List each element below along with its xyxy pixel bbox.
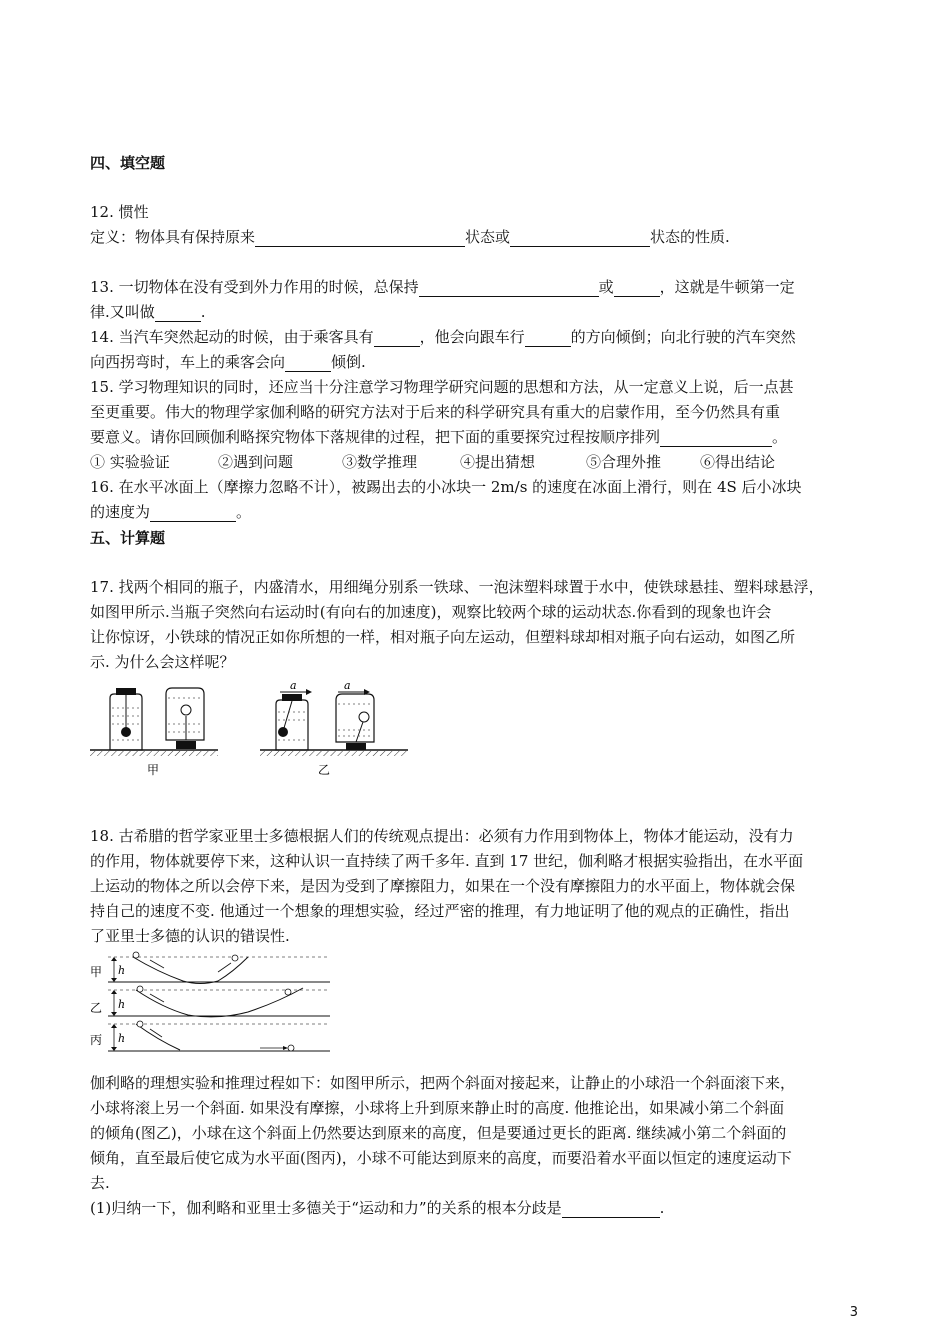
q15-line-2: 至更重要。伟大的物理学家伽利略的研究方法对于后来的科学研究具有重大的启蒙作用，至今仍然具有重 xyxy=(90,403,781,421)
q12-title: 12. 惯性 xyxy=(90,203,149,221)
page-number: 3 xyxy=(849,1305,858,1320)
q18-blank-1[interactable] xyxy=(562,1201,660,1218)
q14-text-d: 向西拐弯时，车上的乘客会向 xyxy=(90,353,286,371)
q15-options xyxy=(90,452,775,472)
q12-definition xyxy=(90,227,730,247)
q15-blank[interactable] xyxy=(660,430,772,447)
q18-line-5: 了亚里士多德的认识的错误性. xyxy=(90,927,290,945)
q16-line-2 xyxy=(90,502,251,522)
q18-line-3: 上运动的物体之所以会停下来，是因为受到了摩擦阻力，如果在一个没有摩擦阻力的水平面上，物体就会保 xyxy=(90,877,796,895)
q15-option: ① 实验验证 xyxy=(90,453,170,471)
section-4-title: 四、填空题 xyxy=(90,154,166,172)
svg-text:a: a xyxy=(290,680,297,692)
q13-line-2 xyxy=(90,302,206,322)
ground-jia xyxy=(90,750,218,756)
q14-line-2 xyxy=(90,352,366,372)
bottle-iron-ball-jia xyxy=(110,688,142,750)
q18-sub1-text: (1)归纳一下，伽利略和亚里士多德关于“运动和力”的关系的根本分歧是 xyxy=(90,1199,562,1217)
q18-line-1: 18. 古希腊的哲学家亚里士多德根据人们的传统观点提出：必须有力作用到物体上，物体才能运动，没有力 xyxy=(90,827,794,845)
ground-yi xyxy=(260,750,408,756)
q13-text-b: 或 xyxy=(598,278,614,296)
svg-text:丙: 丙 xyxy=(90,1033,103,1047)
q13-blank-1[interactable] xyxy=(419,280,599,297)
fig-label-yi: 乙 xyxy=(318,763,331,777)
galileo-incline-figure xyxy=(88,950,333,1060)
q17-line-3: 让你惊讶，小铁球的情况正如你所想的一样，相对瓶子向左运动，但塑料球却相对瓶子向右运动，如图乙所 xyxy=(90,628,796,646)
q13-blank-2[interactable] xyxy=(614,280,660,297)
q15-option: ②遇到问题 xyxy=(218,453,294,471)
q16-line-1: 16. 在水平冰面上（摩擦力忽略不计），被踢出去的小冰块一 2m/s 的速度在冰面上滑行，则在 4S 后小冰块 xyxy=(90,478,802,496)
q14-blank-3[interactable] xyxy=(285,355,331,372)
bottle-plastic-ball-jia xyxy=(166,688,204,749)
svg-text:h: h xyxy=(118,1032,126,1045)
q15-line-3 xyxy=(90,427,787,447)
q15-option: ④提出猜想 xyxy=(460,453,536,471)
q18-line-2: 的作用，物体就要停下来，这种认识一直持续了两千多年. 直到 17 世纪，伽利略才根据实验指出，在水平面 xyxy=(90,852,804,870)
svg-text:h: h xyxy=(118,964,126,977)
q15-line-1: 15. 学习物理知识的同时，还应当十分注意学习物理学研究问题的思想和方法，从一定意义上说，后一点甚 xyxy=(90,378,794,396)
q16-text-b: 。 xyxy=(236,503,252,521)
q14-blank-1[interactable] xyxy=(374,330,420,347)
q15-text-a: 要意义。请你回顾伽利略探究物体下落规律的过程，把下面的重要探究过程按顺序排列 xyxy=(90,428,661,446)
q15-option: ⑥得出结论 xyxy=(700,453,776,471)
svg-text:a: a xyxy=(344,680,351,692)
q15-option: ⑤合理外推 xyxy=(586,453,662,471)
section-5-title: 五、计算题 xyxy=(90,529,166,547)
bottle-experiment-figure xyxy=(88,680,418,780)
q12-text-b: 状态或 xyxy=(465,228,511,246)
q13-line-1 xyxy=(90,277,795,297)
q18-para-2: 小球将滚上另一个斜面. 如果没有摩擦，小球将上升到原来静止时的高度. 他推论出，如果减小第二个斜面 xyxy=(90,1099,785,1117)
q16-blank[interactable] xyxy=(150,505,236,522)
acceleration-arrow-2 xyxy=(338,680,370,695)
q13-blank-3[interactable] xyxy=(155,305,201,322)
q18-sub-question-1 xyxy=(90,1198,664,1218)
incline-bing xyxy=(90,1021,330,1051)
q12-blank-1[interactable] xyxy=(255,230,465,247)
q17-line-2: 如图甲所示.当瓶子突然向右运动时(有向右的加速度)，观察比较两个球的运动状态.你看到的现象也许会 xyxy=(90,603,772,621)
q14-text-b: ，他会向跟车行 xyxy=(419,328,525,346)
q18-para-1: 伽利略的理想实验和推理过程如下：如图甲所示，把两个斜面对接起来，让静止的小球沿一个斜面滚下来， xyxy=(90,1074,796,1092)
q18-sub1-end: . xyxy=(659,1199,665,1217)
q18-para-5: 去. xyxy=(90,1174,110,1192)
q14-line-1 xyxy=(90,327,796,347)
incline-jia xyxy=(90,952,330,984)
q13-text-c: ，这就是牛顿第一定 xyxy=(659,278,795,296)
q18-para-4: 倾角，直至最后使它成为水平面(图丙)，小球不可能达到原来的高度，而要沿着水平面以恒定的速度运动下 xyxy=(90,1149,792,1167)
q13-text-e: . xyxy=(200,303,206,321)
q17-line-4: 示. 为什么会这样呢？ xyxy=(90,653,235,671)
bottle-plastic-ball-yi xyxy=(336,694,374,750)
q13-text-d: 律.又叫做 xyxy=(90,303,155,321)
q12-text-c: 状态的性质. xyxy=(650,228,730,246)
bottle-iron-ball-yi xyxy=(276,694,308,750)
q12-text-a: 定义：物体具有保持原来 xyxy=(90,228,256,246)
acceleration-arrow-1 xyxy=(280,680,312,695)
svg-text:甲: 甲 xyxy=(90,965,103,979)
q18-para-3: 的倾角(图乙)，小球在这个斜面上仍然要达到原来的高度，但是要通过更长的距离. 继续减小第二个斜面的 xyxy=(90,1124,787,1142)
q16-text-a: 的速度为 xyxy=(90,503,151,521)
q12-blank-2[interactable] xyxy=(510,230,650,247)
q14-blank-2[interactable] xyxy=(525,330,571,347)
q15-option: ③数学推理 xyxy=(342,453,418,471)
q17-line-1: 17. 找两个相同的瓶子，内盛清水，用细绳分别系一铁球、一泡沫塑料球置于水中，使铁球悬挂、塑料球悬浮， xyxy=(90,578,824,596)
q18-line-4: 持自己的速度不变. 他通过一个想象的理想实验，经过严密的推理，有力地证明了他的观点的正确性，指出 xyxy=(90,902,790,920)
q14-text-a: 14. 当汽车突然起动的时候，由于乘客具有 xyxy=(90,328,374,346)
q15-text-b: 。 xyxy=(772,428,788,446)
q14-text-e: 倾倒. xyxy=(331,353,366,371)
incline-yi xyxy=(90,986,330,1017)
q14-text-c: 的方向倾倒；向北行驶的汽车突然 xyxy=(570,328,796,346)
fig-label-jia: 甲 xyxy=(147,763,160,777)
q13-text-a: 13. 一切物体在没有受到外力作用的时候，总保持 xyxy=(90,278,419,296)
svg-text:h: h xyxy=(118,998,126,1011)
svg-text:乙: 乙 xyxy=(90,1001,103,1015)
